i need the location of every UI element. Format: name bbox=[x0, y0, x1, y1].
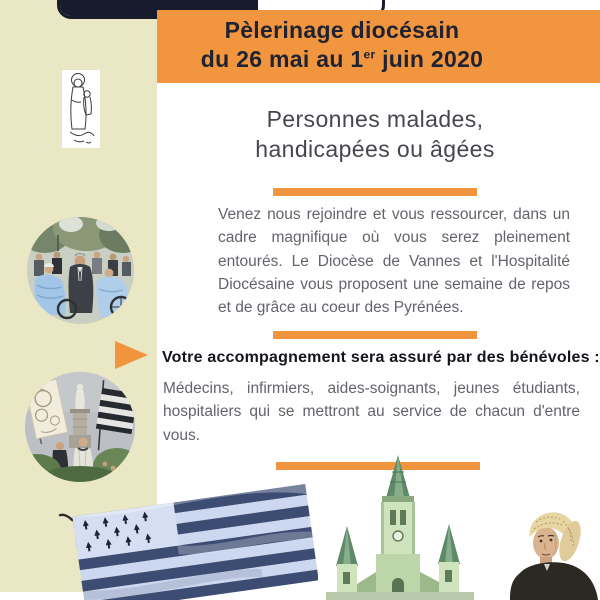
arrow-right-icon bbox=[115, 341, 148, 369]
divider-bar-middle bbox=[273, 331, 477, 339]
statue-photo-illustration bbox=[25, 372, 135, 482]
bernadette-image bbox=[500, 505, 600, 600]
superscript-er: er bbox=[363, 47, 376, 62]
volunteers-heading: Votre accompagnement sera assuré par des bénévoles : bbox=[162, 349, 600, 366]
pilgrims-photo-illustration bbox=[27, 217, 134, 324]
banner-title-line1: Pèlerinage diocésain bbox=[224, 17, 460, 43]
intro-paragraph: Venez nous rejoindre et vous ressourcer, dans un cadre magnifique où vous serez pleinement entourés. Le Diocèse de Vannes et l'Hospitalité Diocésaine vous proposent une semaine de repos et de grâce au coeur des Pyrénées. bbox=[218, 206, 570, 317]
volunteers-paragraph: Médecins, infirmiers, aides-soignants, jeunes étudiants, hospitaliers qui se mettront au service de chacun d'entre vous. bbox=[163, 380, 580, 444]
page-title-line1: Personnes malades, bbox=[266, 106, 484, 132]
bernadette-illustration bbox=[500, 505, 600, 600]
photo-pilgrims bbox=[27, 217, 134, 324]
divider-bar-top bbox=[273, 188, 477, 196]
title-banner bbox=[157, 10, 600, 83]
page-title bbox=[157, 104, 593, 164]
photo-statue-flags bbox=[25, 372, 135, 482]
banner-title-line2: du 26 mai au 1er juin 2020 bbox=[200, 46, 484, 72]
banner-title bbox=[157, 16, 527, 74]
basilica-image bbox=[318, 452, 482, 600]
basilica-illustration bbox=[318, 452, 482, 600]
statue-sketch-image bbox=[62, 70, 100, 148]
saint-line-drawing-icon bbox=[62, 70, 100, 148]
breton-flag-illustration bbox=[58, 482, 318, 600]
page-title-line2: handicapées ou âgées bbox=[255, 136, 495, 162]
breton-flag-image bbox=[58, 482, 318, 600]
